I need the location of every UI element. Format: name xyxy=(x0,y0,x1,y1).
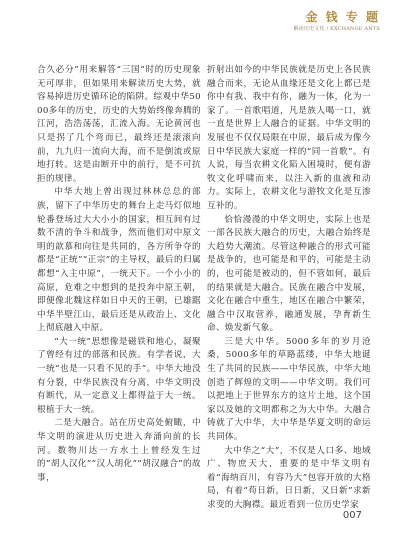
paragraph: 三是大中华。5000多年的岁月沧桑，5000多年的草路蓝缕，中华大地诞生了共同的民族——中华民族，中华大地创造了辉煌的文明——中华文明。我们可以把地上于世界东方的这片土地，这个国家以及她的文明都称之为大中华。大融合铸就了大中华，大中华是华夏文明的命运共同体。 xyxy=(207,336,371,443)
page-number: 007 xyxy=(342,510,362,521)
paragraph: 大中华之“大”，不仅是人口多、地域广、物庶天大，重要的是中华文明有着“海纳百川，有容乃大”包容开放的大格局，有着“苟日新，日日新，又日新”求新求变的大胸襟。最近看到一位历史学家 xyxy=(207,445,371,510)
magazine-section-title: 金 钱 专 题 xyxy=(305,10,380,24)
paragraph: “大一统”思想像是磁铁和地心，凝聚了曾经有过的部落和民族。有学者说，大一统“也是一只看不见的手”。中华大地没有分裂，中华民族没有分离，中华文明没有断代，从一定意义上都得益于大一统。根植于大一统。 xyxy=(37,336,201,415)
paragraph: 恰恰漫漫的中华文明史，实际上也是一部各民族大融合的历史，大融合始终是大趋势大潮流。尽管这种融合的形式可能是战争的，也可能是和平的，可能是主动的，也可能是被动的，但不管如何，最后的结果就是大融合。民族在融合中发展，文化在融合中重生，地区在融合中繁荣，融合中汉取营养，融通发展，孕育新生命、焕发新气象。 xyxy=(207,214,371,334)
right-text-column xyxy=(207,64,371,514)
page-header xyxy=(260,8,380,38)
paragraph: 中华大地上曾出现过林林总总的部族，留下了中华历史的舞台上走马灯似地轮番登场过大大小小的国家，相互间有过数不清的争斗和战争，然而他们对中原文明的歆慕和向往是共同的，各方所争夺的都是“正统”“正宗”的主导权，最后的归属都想“入主中原”，一统天下。一个小小的高原，危难之中想到的是投奔中原王朝，即便像北魏这样如日中天的王朝，已雄踞中华半壁江山，最后还是从政治上、文化上彻底融入中原。 xyxy=(37,187,201,334)
paragraph: 折射出如今的中华民族就是历史上各民族融合而来，无论从血缘还是文化上都已是你中有我、我中有你，融为一体，化为一家了。一首歌唱道，凡是族人喝一口，就一直是世界上人融合的证据。中华文明的发展也不仅仅局限在中原，最后成为像今日中华民族大家庭一样的“同一首歌”。有人说，每当农耕文化陷入困境时，便有游牧文化呼啸而来，以注入新的血液和动力。实际上，农耕文化与游牧文化是互渗互补的。 xyxy=(207,65,371,211)
left-text-column xyxy=(37,64,201,514)
paragraph: 合久必分”用来解答“三国”时的历史现象无可厚非，但如果用来解读历史大势，就容易掉进历史循环论的陷阱。综观中华5000多年的历史，历史的大势始终像奔腾的江河，浩浩荡荡，汇流入海。无论黄河也只是拐了几个弯而已，最终还是滚滚向前，九九归一流向大海，而不是倒流或原地打转。这是由断开中的前行，是不可抗拒的规律。 xyxy=(37,65,201,184)
magazine-section-subtitle: 解读历史文化 / EXCHANGE ANTS xyxy=(293,26,380,32)
paragraph: 二是大融合。站在历史高处俯瞰，中华文明的演进从历史进入奔涌向前的长河。数物川达一方水土上曾经发生过的“胡人汉化”“汉人胡化”“胡汉融合”的故事， xyxy=(37,418,201,483)
